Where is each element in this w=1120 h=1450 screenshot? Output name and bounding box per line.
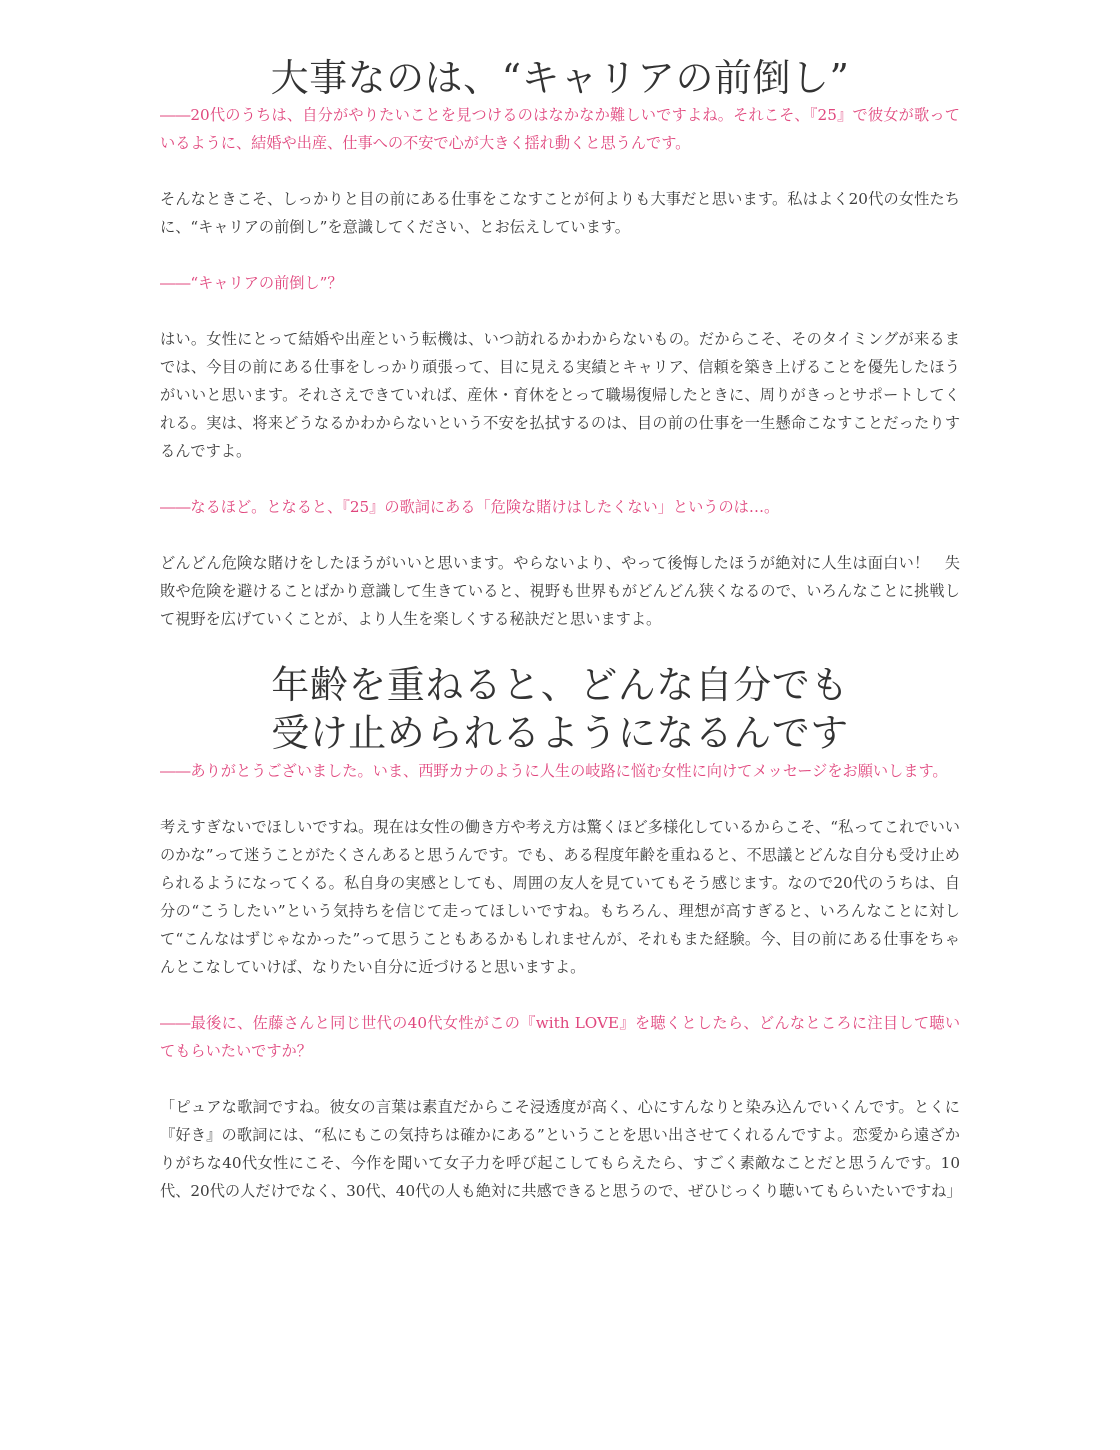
section-heading-line-1: 年齢を重ねると、どんな自分でも bbox=[271, 663, 849, 707]
section-heading-career: 大事なのは、“キャリアの前倒し” bbox=[270, 56, 850, 100]
interviewee-answer: 「ピュアな歌詞ですね。彼女の言葉は素直だからこそ浸透度が高く、心にすんなりと染み込んでいくんです。とくに『好き』の歌詞には、“私にもこの気持ちは確かにある”ということを思い出させてくれるんですよ。恋愛から遠ざかりがちな40代女性にこそ、今作を聞いて女子力を呼び起こしてもらえたら、すごく素敵なことだと思うんです。10代、20代の人だけでなく、30代、40代の人も絶対に共感できると思うので、ぜひじっくり聴いてもらいたいですね」 bbox=[160, 1098, 962, 1200]
section-heading-line-2: 受け止められるようになるんです bbox=[271, 711, 849, 755]
interviewer-question: ――ありがとうございました。いま、西野カナのように人生の岐路に悩む女性に向けてメッセージをお願いします。 bbox=[160, 762, 948, 780]
interviewer-question: ――20代のうちは、自分がやりたいことを見つけるのはなかなか難しいですよね。それこそ、『25』で彼女が歌っているように、結婚や出産、仕事への不安で心が大きく揺れ動くと思うんです。 bbox=[160, 106, 960, 152]
section-heading-age bbox=[160, 661, 960, 757]
interviewee-answer: そんなときこそ、しっかりと目の前にある仕事をこなすことが何よりも大事だと思います。私はよく20代の女性たちに、“キャリアの前倒し”を意識してください、とお伝えしています。 bbox=[160, 190, 960, 236]
interviewee-answer: はい。女性にとって結婚や出産という転機は、いつ訪れるかわからないもの。だからこそ、そのタイミングが来るまでは、今目の前にある仕事をしっかり頑張って、目に見える実績とキャリア、信頼を築き上げることを優先したほうがいいと思います。それさえできていれば、産休・育休をとって職場復帰したときに、周りがきっとサポートしてくれる。実は、将来どうなるかわからないという不安を払拭するのは、目の前の仕事を一生懸命こなすことだったりするんですよ。 bbox=[160, 330, 960, 460]
interviewer-question: ――なるほど。となると、『25』の歌詞にある「危険な賭けはしたくない」というのは…。 bbox=[160, 498, 780, 516]
interviewee-answer: 考えすぎないでほしいですね。現在は女性の働き方や考え方は驚くほど多様化しているからこそ、“私ってこれでいいのかな”って迷うことがたくさんあると思うんです。でも、ある程度年齢を重ねると、不思議とどんな自分も受け止められるようになってくる。私自身の実感としても、周囲の友人を見ていてもそう感じます。なので20代のうちは、自分の“こうしたい”という気持ちを信じて走ってほしいですね。もちろん、理想が高すぎると、いろんなことに対して“こんなはずじゃなかった”って思うこともあるかもしれませんが、それもまた経験。今、目の前にある仕事をちゃんとこなしていけば、なりたい自分に近づけると思いますよ。 bbox=[160, 818, 960, 976]
interviewer-question: ――最後に、佐藤さんと同じ世代の40代女性がこの『with LOVE』を聴くとしたら、どんなところに注目して聴いてもらいたいですか？ bbox=[160, 1014, 960, 1060]
interviewer-question: ――“キャリアの前倒し”？ bbox=[160, 274, 343, 292]
interview-article bbox=[160, 0, 960, 1205]
interviewee-answer: どんどん危険な賭けをしたほうがいいと思います。やらないより、やって後悔したほうが絶対に人生は面白い！ 失敗や危険を避けることばかり意識して生きていると、視野も世界もがどんどん狭くなるので、いろんなことに挑戦して視野を広げていくことが、より人生を楽しくする秘訣だと思いますよ。 bbox=[160, 554, 960, 628]
